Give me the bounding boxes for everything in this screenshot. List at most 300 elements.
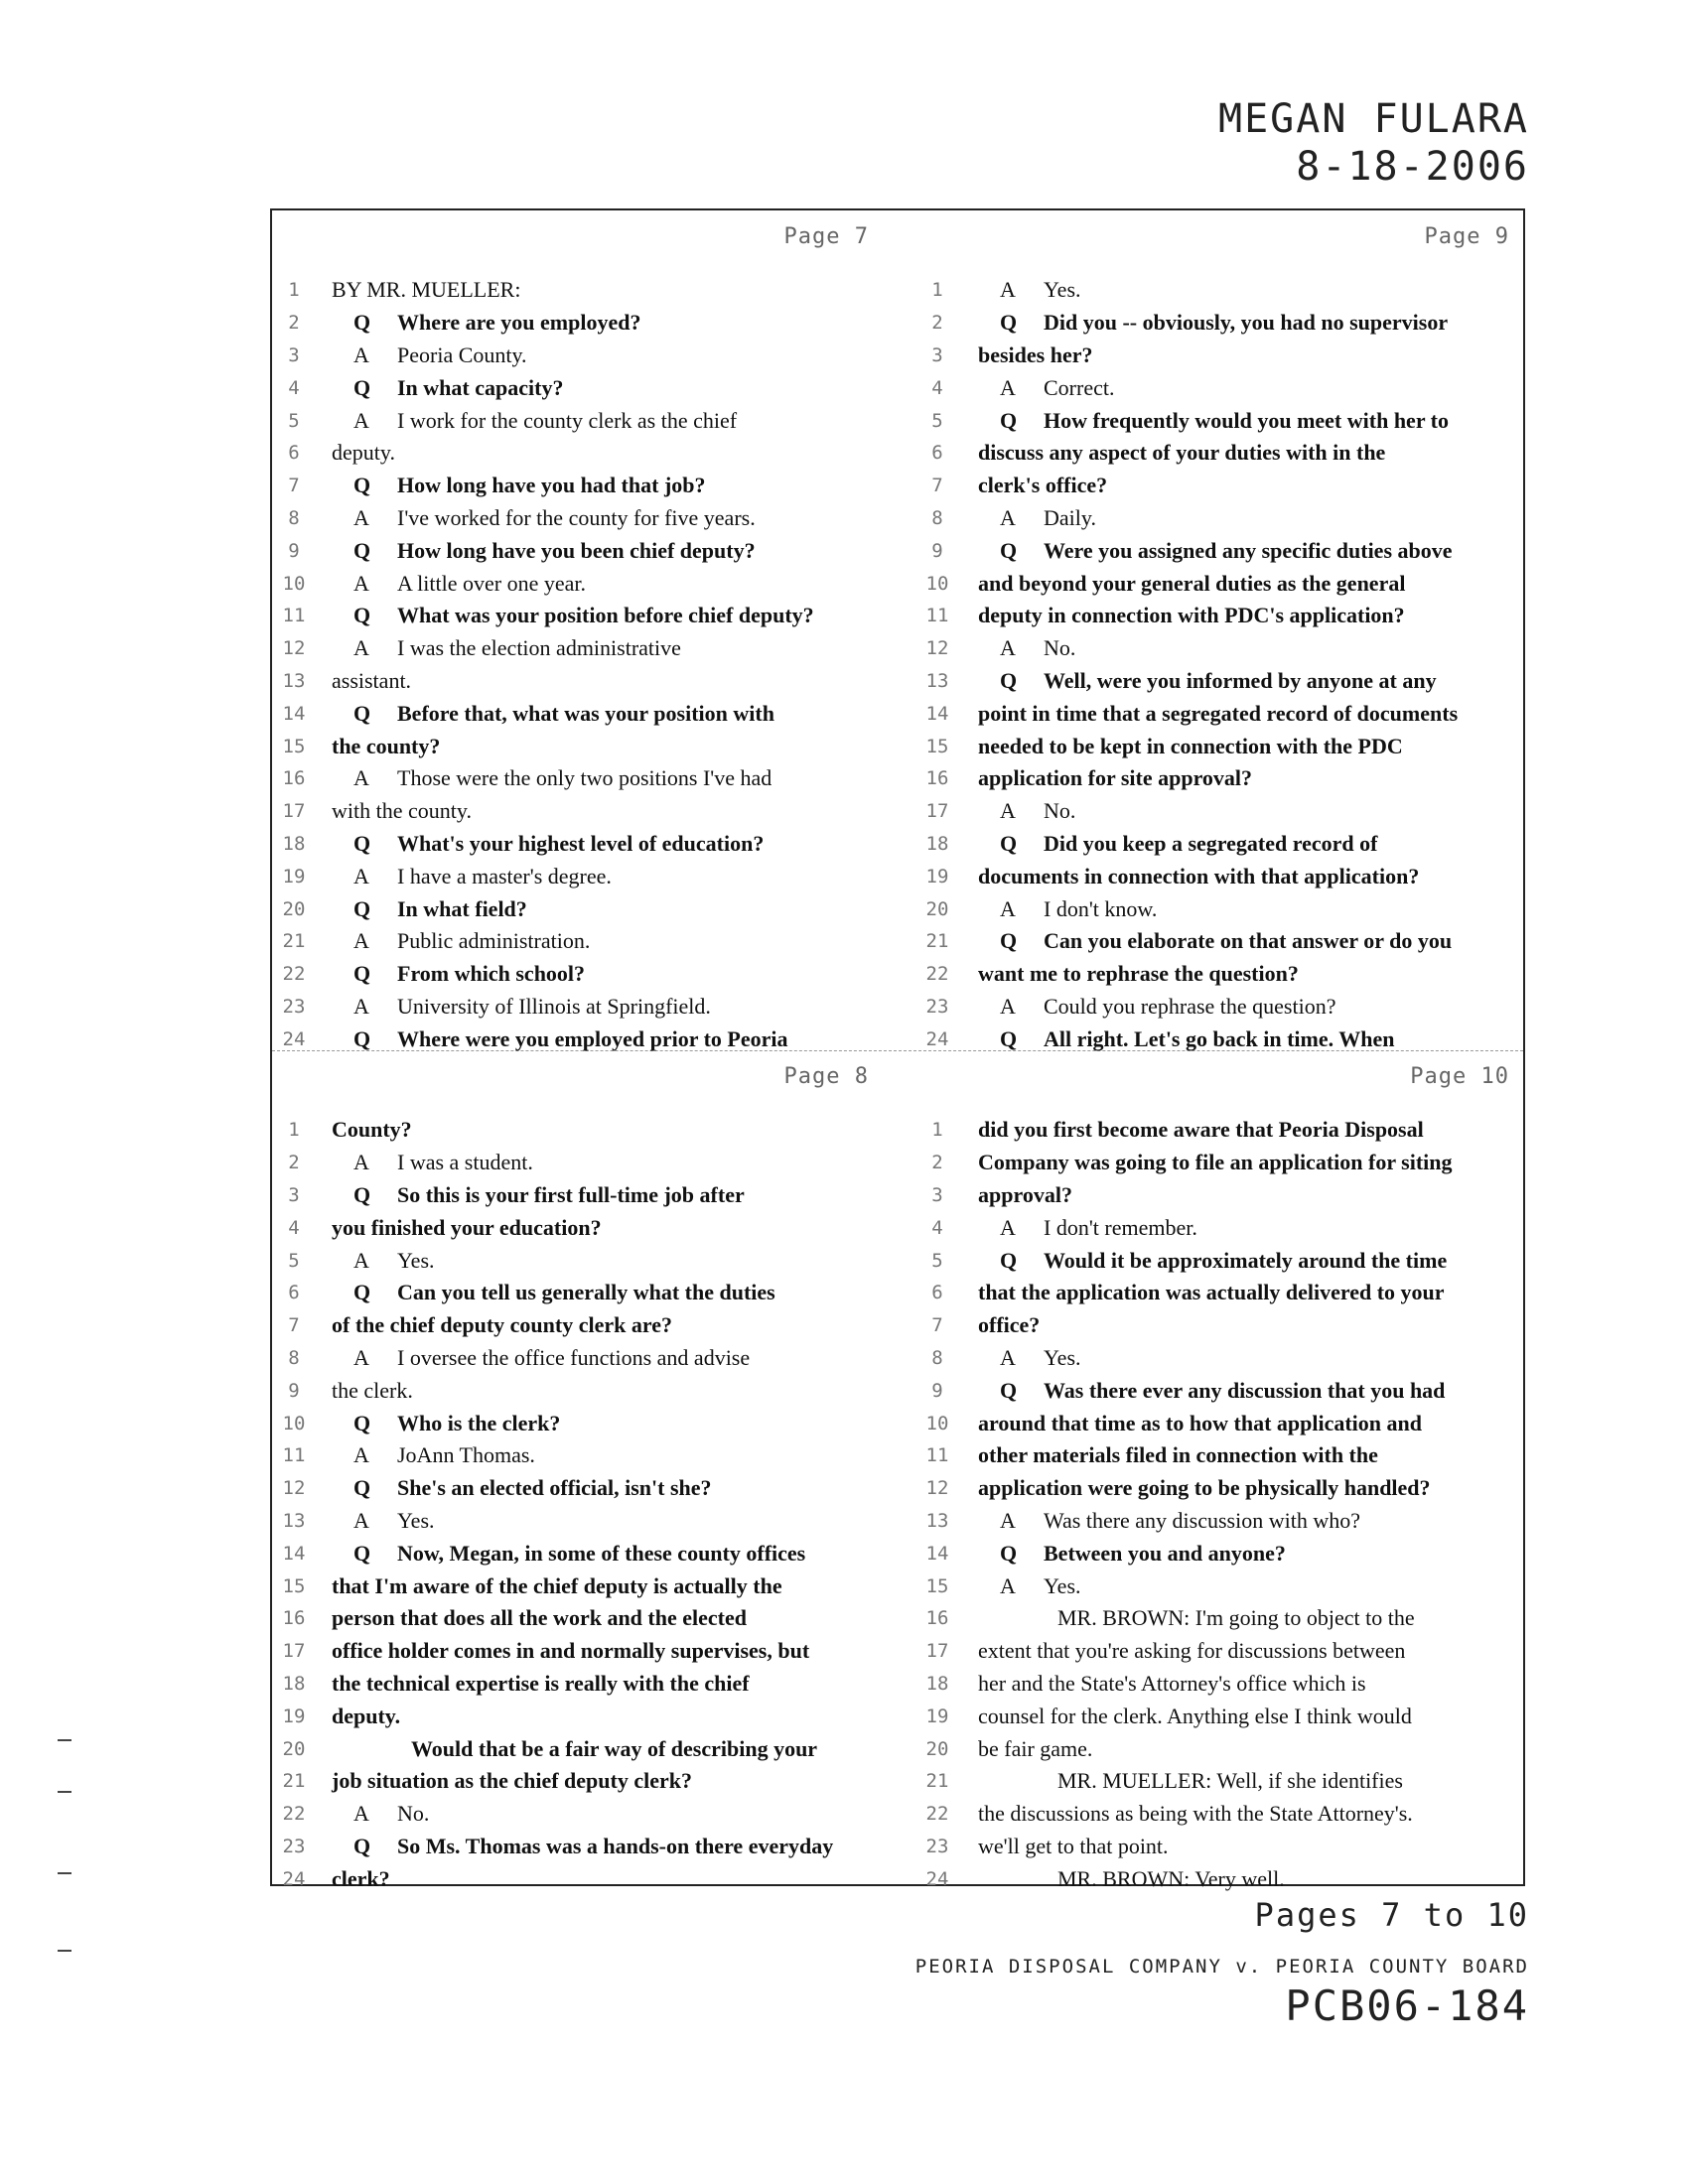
line-content: So this is your first full-time job after <box>397 1181 745 1207</box>
line-number: 6 <box>931 1282 943 1304</box>
line-content: I have a master's degree. <box>397 863 612 888</box>
line-content: I oversee the office functions and advise <box>397 1344 751 1370</box>
transcript-page-10 <box>912 1050 1523 1891</box>
line-text <box>962 1442 1523 1468</box>
transcript-line <box>912 1862 1523 1895</box>
line-content: deputy. <box>332 1703 401 1728</box>
transcript-line <box>272 1700 883 1732</box>
line-text <box>962 1866 1523 1892</box>
transcript-line <box>272 404 883 437</box>
answer-marker: A <box>1000 277 1016 303</box>
answer-marker: A <box>353 635 369 661</box>
line-content: other materials filed in connection with the <box>978 1442 1378 1468</box>
line-number: 1 <box>288 1119 300 1142</box>
line-text <box>962 1215 1523 1241</box>
page-label: Page 7 <box>783 224 869 249</box>
line-content: Now, Megan, in some of these county offices <box>397 1540 806 1566</box>
question-marker: Q <box>1000 1025 1018 1051</box>
line-content: and beyond your general duties as the general <box>978 570 1406 596</box>
transcript-line <box>912 1244 1523 1277</box>
line-text <box>316 1801 883 1827</box>
line-text <box>962 342 1523 368</box>
transcript-line <box>272 1211 883 1244</box>
answer-marker: A <box>353 341 369 367</box>
transcript-line <box>272 1602 883 1635</box>
line-number: 13 <box>282 1509 306 1532</box>
transcript-line <box>912 762 1523 795</box>
question-marker: Q <box>353 1025 371 1051</box>
transcript-line <box>272 1635 883 1668</box>
margin-mark <box>58 1791 71 1793</box>
answer-marker: A <box>353 1150 369 1175</box>
line-number: 1 <box>931 1119 943 1142</box>
answer-marker: A <box>1000 1344 1016 1370</box>
line-text <box>316 1768 883 1794</box>
transcript-line <box>912 697 1523 730</box>
answer-marker: A <box>353 570 369 596</box>
transcript-line <box>912 404 1523 437</box>
line-content: Did you keep a segregated record of <box>1044 830 1378 856</box>
line-content: Yes. <box>1044 1344 1081 1370</box>
line-text <box>962 1541 1523 1567</box>
question-marker: Q <box>353 1540 371 1566</box>
line-number: 15 <box>925 1574 949 1597</box>
line-number: 16 <box>925 767 949 790</box>
margin-mark <box>58 1739 71 1741</box>
transcript-line <box>912 470 1523 502</box>
line-content: No. <box>1044 635 1076 661</box>
transcript-line <box>272 1309 883 1342</box>
transcript-line <box>912 1602 1523 1635</box>
page-range: Pages 7 to 10 <box>1254 1896 1529 1934</box>
margin-mark <box>58 1872 71 1874</box>
line-content: her and the State's Attorney's office which is <box>978 1670 1366 1696</box>
line-text <box>316 375 883 401</box>
line-content: A little over one year. <box>397 570 586 596</box>
line-content: Yes. <box>397 1507 435 1533</box>
line-text <box>962 375 1523 401</box>
transcript-line <box>272 1831 883 1863</box>
transcript-line <box>912 1147 1523 1179</box>
transcript-line <box>912 340 1523 372</box>
line-content: Yes. <box>397 1247 435 1273</box>
line-content: Who is the clerk? <box>397 1410 561 1435</box>
line-text <box>962 505 1523 531</box>
transcript-line <box>912 274 1523 307</box>
line-number: 18 <box>282 832 306 855</box>
transcript-line <box>272 925 883 958</box>
line-number: 13 <box>925 669 949 692</box>
line-text <box>962 1605 1523 1631</box>
line-number: 10 <box>282 1412 306 1434</box>
line-content: In what capacity? <box>397 374 564 400</box>
line-text <box>962 864 1523 889</box>
line-number: 24 <box>925 1867 949 1890</box>
transcript-line <box>272 502 883 535</box>
line-number: 12 <box>282 1477 306 1500</box>
transcript-line <box>272 1798 883 1831</box>
page-lines <box>912 1114 1523 1895</box>
line-number: 4 <box>288 1216 300 1239</box>
transcript-frame <box>270 208 1525 1891</box>
line-content: MR. BROWN: I'm going to object to the <box>1057 1605 1415 1631</box>
answer-marker: A <box>1000 1507 1016 1533</box>
line-text <box>962 1280 1523 1305</box>
line-text <box>962 1026 1523 1052</box>
question-marker: Q <box>353 473 371 498</box>
line-number: 2 <box>288 312 300 335</box>
line-text <box>316 1638 883 1664</box>
transcript-line <box>912 892 1523 925</box>
line-content: clerk's office? <box>978 473 1108 498</box>
line-content: you finished your education? <box>332 1214 602 1240</box>
line-number: 5 <box>288 409 300 432</box>
line-content: I was a student. <box>397 1150 533 1175</box>
transcript-line <box>272 1374 883 1407</box>
line-content: clerk? <box>332 1865 390 1891</box>
line-text <box>962 1704 1523 1729</box>
line-text <box>316 1026 883 1052</box>
transcript-line <box>912 1309 1523 1342</box>
line-content: I don't know. <box>1044 895 1158 921</box>
transcript-line <box>912 1635 1523 1668</box>
transcript-line <box>272 958 883 991</box>
line-text <box>962 1248 1523 1274</box>
line-text <box>316 538 883 564</box>
line-text <box>962 571 1523 597</box>
line-content: JoAnn Thomas. <box>397 1442 535 1468</box>
question-marker: Q <box>353 537 371 563</box>
line-number: 9 <box>931 539 943 562</box>
transcript-line <box>912 1179 1523 1212</box>
transcript-line <box>912 1211 1523 1244</box>
line-content: Before that, what was your position with <box>397 700 774 726</box>
line-number: 12 <box>925 1477 949 1500</box>
answer-marker: A <box>353 407 369 433</box>
line-number: 12 <box>925 637 949 660</box>
line-number: 13 <box>925 1509 949 1532</box>
line-text <box>962 798 1523 824</box>
transcript-line <box>272 1179 883 1212</box>
question-marker: Q <box>353 1410 371 1435</box>
line-text <box>316 635 883 661</box>
answer-marker: A <box>1000 993 1016 1019</box>
line-content: Would it be approximately around the time <box>1044 1247 1448 1273</box>
transcript-line <box>272 1244 883 1277</box>
line-text <box>316 1215 883 1241</box>
line-number: 4 <box>931 376 943 399</box>
transcript-line <box>912 1700 1523 1732</box>
answer-marker: A <box>1000 1214 1016 1240</box>
line-text <box>962 538 1523 564</box>
transcript-line <box>912 991 1523 1024</box>
line-content: around that time as to how that application and <box>978 1410 1422 1435</box>
line-content: How long have you been chief deputy? <box>397 537 756 563</box>
line-content: How frequently would you meet with her to <box>1044 407 1450 433</box>
line-number: 24 <box>282 1867 306 1890</box>
line-text <box>962 1768 1523 1794</box>
line-text <box>962 928 1523 954</box>
answer-marker: A <box>353 765 369 791</box>
transcript-line <box>912 1277 1523 1309</box>
line-text <box>316 1248 883 1274</box>
line-content: What was your position before chief deputy? <box>397 603 814 628</box>
transcript-line <box>912 958 1523 991</box>
line-content: All right. Let's go back in time. When <box>1044 1025 1395 1051</box>
line-number: 23 <box>925 995 949 1018</box>
line-content: Was there ever any discussion that you had <box>1044 1377 1446 1403</box>
transcript-page-7 <box>272 210 883 1051</box>
answer-marker: A <box>1000 504 1016 530</box>
line-content: I was the election administrative <box>397 635 681 661</box>
line-content: So Ms. Thomas was a hands-on there everyday <box>397 1833 834 1858</box>
line-number: 7 <box>288 475 300 497</box>
line-number: 18 <box>282 1672 306 1695</box>
transcript-line <box>272 340 883 372</box>
line-content: documents in connection with that application? <box>978 863 1420 888</box>
line-content: University of Illinois at Springfield. <box>397 993 711 1019</box>
line-text <box>316 408 883 434</box>
line-text <box>962 603 1523 628</box>
line-content: Was there any discussion with who? <box>1044 1507 1360 1533</box>
question-marker: Q <box>1000 667 1018 693</box>
line-content: of the chief deputy county clerk are? <box>332 1312 672 1338</box>
question-marker: Q <box>1000 830 1018 856</box>
question-marker: Q <box>1000 537 1018 563</box>
line-number: 7 <box>931 475 943 497</box>
answer-marker: A <box>1000 374 1016 400</box>
line-number: 20 <box>282 897 306 920</box>
line-text <box>962 440 1523 466</box>
question-marker: Q <box>353 374 371 400</box>
line-text <box>962 473 1523 498</box>
line-content: Daily. <box>1044 504 1096 530</box>
line-number: 20 <box>925 1737 949 1760</box>
line-text <box>962 310 1523 336</box>
line-number: 19 <box>925 865 949 887</box>
line-number: 5 <box>931 409 943 432</box>
line-text <box>316 571 883 597</box>
answer-marker: A <box>353 504 369 530</box>
line-text <box>316 1378 883 1404</box>
transcript-line <box>272 892 883 925</box>
question-marker: Q <box>353 1181 371 1207</box>
answer-marker: A <box>353 928 369 954</box>
line-number: 21 <box>925 1770 949 1793</box>
line-text <box>316 734 883 759</box>
line-text <box>962 896 1523 922</box>
line-text <box>962 1638 1523 1664</box>
question-marker: Q <box>353 700 371 726</box>
line-text <box>316 928 883 954</box>
line-number: 4 <box>931 1216 943 1239</box>
line-number: 3 <box>288 1183 300 1206</box>
line-text <box>316 1508 883 1534</box>
line-content: Yes. <box>1044 1572 1081 1598</box>
line-number: 13 <box>282 669 306 692</box>
transcript-line <box>912 1472 1523 1505</box>
line-number: 24 <box>925 1027 949 1050</box>
line-text <box>316 1573 883 1599</box>
line-number: 10 <box>925 1412 949 1434</box>
line-content: besides her? <box>978 341 1093 367</box>
page-label: Page 8 <box>783 1064 869 1089</box>
line-text <box>962 1834 1523 1859</box>
line-text <box>962 1345 1523 1371</box>
line-number: 9 <box>931 1379 943 1402</box>
line-number: 15 <box>282 1574 306 1597</box>
transcript-line <box>272 860 883 892</box>
witness-name: MEGAN FULARA <box>1218 96 1529 142</box>
answer-marker: A <box>353 1247 369 1273</box>
line-number: 21 <box>282 930 306 953</box>
line-content: that I'm aware of the chief deputy is actually the <box>332 1572 782 1598</box>
line-content: Can you elaborate on that answer or do you <box>1044 928 1453 954</box>
line-text <box>316 473 883 498</box>
transcript-line <box>912 1407 1523 1439</box>
line-content: Between you and anyone? <box>1044 1540 1286 1566</box>
line-content: discuss any aspect of your duties with in the <box>978 440 1386 466</box>
line-number: 8 <box>288 1346 300 1369</box>
line-number: 16 <box>282 1607 306 1630</box>
line-number: 11 <box>925 605 949 627</box>
line-text <box>962 635 1523 661</box>
line-number: 23 <box>282 995 306 1018</box>
line-text <box>316 765 883 791</box>
line-number: 5 <box>931 1249 943 1272</box>
question-marker: Q <box>1000 407 1018 433</box>
line-text <box>316 1736 883 1762</box>
line-text <box>316 896 883 922</box>
line-number: 21 <box>282 1770 306 1793</box>
line-content: I work for the county clerk as the chief <box>397 407 738 433</box>
line-text <box>962 1475 1523 1501</box>
transcript-line <box>912 828 1523 861</box>
line-number: 3 <box>931 1183 943 1206</box>
transcript-line <box>912 307 1523 340</box>
line-text <box>962 1671 1523 1697</box>
transcript-line <box>912 534 1523 567</box>
line-number: 18 <box>925 832 949 855</box>
line-content: Could you rephrase the question? <box>1044 993 1336 1019</box>
transcript-line <box>912 1505 1523 1538</box>
case-title: PEORIA DISPOSAL COMPANY v. PEORIA COUNTY BOARD <box>914 1956 1529 1978</box>
transcript-line <box>912 1374 1523 1407</box>
line-content: the technical expertise is really with the chief <box>332 1670 750 1696</box>
line-content: application for site approval? <box>978 765 1253 791</box>
transcript-line <box>912 600 1523 632</box>
transcript-line <box>912 437 1523 470</box>
line-text <box>962 765 1523 791</box>
line-text <box>316 668 883 694</box>
transcript-line <box>912 1798 1523 1831</box>
line-text <box>962 961 1523 987</box>
line-number: 21 <box>925 930 949 953</box>
line-content: Correct. <box>1044 374 1115 400</box>
line-number: 23 <box>925 1835 949 1857</box>
line-text <box>962 994 1523 1020</box>
line-text <box>316 505 883 531</box>
line-text <box>962 1312 1523 1338</box>
line-number: 11 <box>282 1444 306 1467</box>
transcript-line <box>272 665 883 698</box>
line-number: 6 <box>288 1282 300 1304</box>
transcript-line <box>272 1472 883 1505</box>
line-content: Peoria County. <box>397 341 527 367</box>
line-number: 15 <box>925 735 949 757</box>
line-number: 6 <box>931 442 943 465</box>
transcript-page-8 <box>272 1050 883 1891</box>
line-text <box>316 1280 883 1305</box>
line-content: approval? <box>978 1181 1072 1207</box>
line-text <box>962 1182 1523 1208</box>
transcript-line <box>912 1732 1523 1765</box>
line-content: the county? <box>332 733 441 758</box>
line-number: 14 <box>925 1542 949 1565</box>
line-number: 7 <box>288 1314 300 1337</box>
line-number: 4 <box>288 376 300 399</box>
line-number: 22 <box>925 963 949 986</box>
line-content: counsel for the clerk. Anything else I think would <box>978 1703 1412 1728</box>
line-text <box>962 1736 1523 1762</box>
line-number: 17 <box>925 800 949 823</box>
line-number: 7 <box>931 1314 943 1337</box>
transcript-line <box>272 762 883 795</box>
line-content: application were going to be physically handled? <box>978 1475 1431 1501</box>
line-content: the discussions as being with the State Attorney's. <box>978 1801 1413 1827</box>
line-number: 18 <box>925 1672 949 1695</box>
line-number: 22 <box>282 1803 306 1826</box>
line-content: did you first become aware that Peoria Disposal <box>978 1117 1424 1143</box>
question-marker: Q <box>1000 1377 1018 1403</box>
line-content: Where are you employed? <box>397 310 641 336</box>
transcript-line <box>272 1277 883 1309</box>
transcript-line <box>272 371 883 404</box>
transcript-line <box>272 1732 883 1765</box>
transcript-line <box>272 828 883 861</box>
question-marker: Q <box>353 830 371 856</box>
line-text <box>316 701 883 727</box>
line-number: 22 <box>282 963 306 986</box>
line-content: County? <box>332 1117 412 1143</box>
line-content: point in time that a segregated record of documents <box>978 700 1459 726</box>
line-text <box>316 1345 883 1371</box>
line-content: Can you tell us generally what the duties <box>397 1280 775 1305</box>
answer-marker: A <box>353 1801 369 1827</box>
line-text <box>962 668 1523 694</box>
page-lines <box>912 274 1523 1055</box>
line-content: Company was going to file an application for siting <box>978 1150 1453 1175</box>
line-number: 17 <box>282 800 306 823</box>
transcript-line <box>272 437 883 470</box>
line-content: deputy in connection with PDC's application? <box>978 603 1405 628</box>
answer-marker: A <box>353 1507 369 1533</box>
line-content: office? <box>978 1312 1041 1338</box>
line-text <box>316 1866 883 1892</box>
line-number: 3 <box>931 343 943 366</box>
margin-mark <box>58 1950 71 1952</box>
transcript-line <box>272 1114 883 1147</box>
line-number: 2 <box>288 1152 300 1174</box>
line-content: Would that be a fair way of describing your <box>411 1735 818 1761</box>
transcript-line <box>272 567 883 600</box>
line-text <box>316 603 883 628</box>
answer-marker: A <box>353 1344 369 1370</box>
transcript-line <box>912 730 1523 762</box>
question-marker: Q <box>1000 310 1018 336</box>
line-text <box>316 1671 883 1697</box>
line-content: I don't remember. <box>1044 1214 1197 1240</box>
